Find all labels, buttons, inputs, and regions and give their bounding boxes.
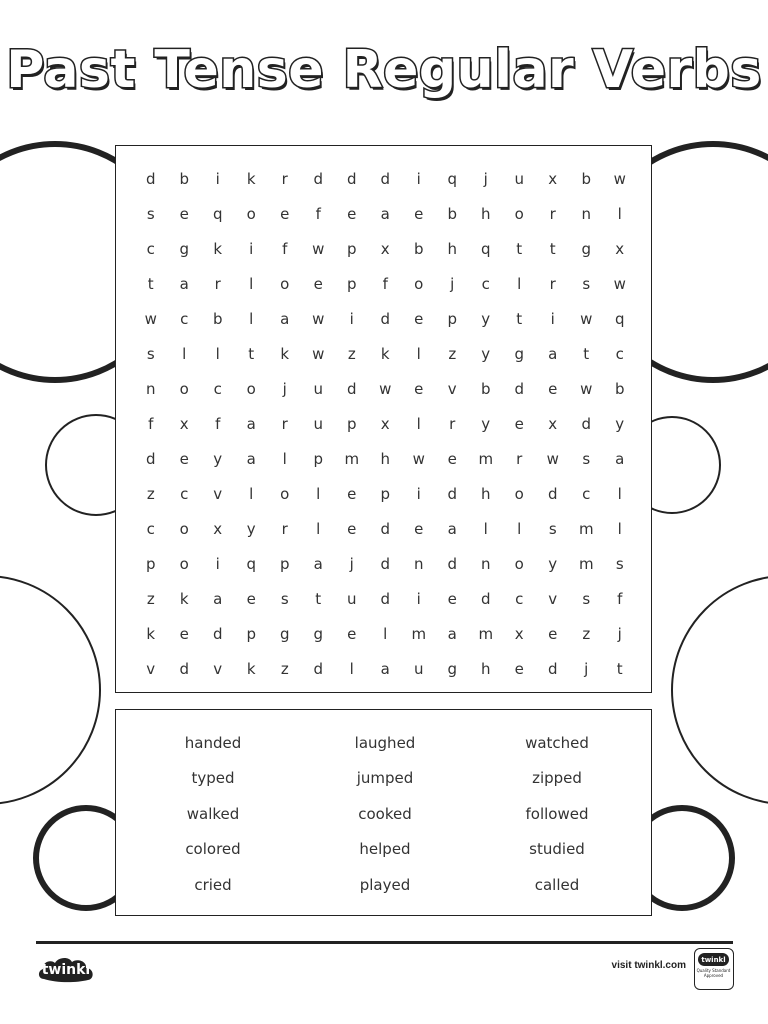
grid-letter[interactable]: a: [246, 449, 256, 468]
grid-letter[interactable]: p: [145, 554, 156, 573]
grid-letter[interactable]: l: [215, 344, 220, 363]
grid-letter[interactable]: t: [315, 589, 322, 608]
word-item: walked: [186, 804, 240, 823]
grid-letter[interactable]: n: [581, 204, 591, 223]
grid-letter[interactable]: r: [449, 414, 456, 433]
grid-letter[interactable]: b: [614, 379, 625, 398]
grid-letter[interactable]: h: [447, 239, 457, 258]
grid-letter[interactable]: a: [615, 449, 625, 468]
grid-letter[interactable]: l: [416, 344, 421, 363]
grid-letter[interactable]: p: [279, 554, 290, 573]
grid-letter[interactable]: d: [447, 554, 458, 573]
grid-letter[interactable]: z: [146, 589, 155, 608]
grid-letter[interactable]: h: [480, 659, 491, 678]
grid-letter[interactable]: x: [548, 414, 558, 433]
grid-letter[interactable]: x: [380, 414, 390, 433]
grid-letter[interactable]: c: [582, 484, 591, 503]
grid-letter[interactable]: b: [480, 379, 491, 398]
grid-letter[interactable]: z: [582, 624, 591, 643]
decor-circle-right-large: [672, 576, 768, 804]
grid-letter[interactable]: z: [280, 659, 289, 678]
word-item: played: [359, 875, 411, 894]
grid-letter[interactable]: o: [514, 554, 524, 573]
grid-letter[interactable]: s: [548, 519, 557, 538]
grid-letter[interactable]: a: [548, 344, 558, 363]
grid-letter[interactable]: d: [380, 309, 391, 328]
word-search-grid-box: [115, 145, 652, 693]
grid-letter[interactable]: e: [347, 624, 357, 643]
grid-letter[interactable]: s: [582, 449, 591, 468]
grid-letter[interactable]: w: [613, 274, 626, 293]
grid-letter[interactable]: q: [212, 204, 223, 223]
grid-letter[interactable]: s: [615, 554, 624, 573]
grid-letter[interactable]: c: [515, 589, 524, 608]
grid-letter[interactable]: e: [414, 204, 424, 223]
grid-letter[interactable]: p: [447, 309, 458, 328]
grid-letter[interactable]: a: [280, 309, 290, 328]
grid-letter[interactable]: e: [347, 204, 357, 223]
grid-letter[interactable]: i: [249, 239, 254, 258]
grid-letter[interactable]: v: [213, 659, 223, 678]
grid-letter[interactable]: i: [416, 484, 421, 503]
grid-letter[interactable]: g: [179, 239, 190, 258]
grid-letter[interactable]: x: [179, 414, 189, 433]
grid-letter[interactable]: z: [146, 484, 155, 503]
grid-letter[interactable]: e: [447, 449, 457, 468]
word-item: zipped: [532, 769, 582, 788]
word-item: cooked: [358, 804, 412, 823]
grid-letter[interactable]: e: [514, 659, 524, 678]
word-item: helped: [359, 840, 411, 859]
grid-letter[interactable]: n: [413, 554, 424, 573]
grid-letter[interactable]: e: [179, 449, 189, 468]
footer-divider: [36, 941, 733, 944]
grid-letter[interactable]: k: [246, 659, 256, 678]
grid-letter[interactable]: m: [478, 449, 494, 468]
grid-letter[interactable]: j: [483, 169, 488, 188]
grid-letter[interactable]: d: [514, 379, 525, 398]
grid-letter[interactable]: l: [383, 624, 388, 643]
decor-circle-left-large: [0, 576, 100, 804]
grid-letter[interactable]: z: [347, 344, 356, 363]
grid-letter[interactable]: d: [380, 519, 391, 538]
grid-letter[interactable]: t: [583, 344, 590, 363]
grid-letter[interactable]: o: [246, 204, 256, 223]
grid-letter[interactable]: t: [516, 239, 523, 258]
grid-letter[interactable]: d: [179, 659, 190, 678]
grid-letter[interactable]: y: [246, 519, 256, 538]
word-list: [127, 725, 643, 903]
grid-letter[interactable]: y: [615, 414, 625, 433]
word-item: handed: [184, 733, 242, 752]
grid-letter[interactable]: e: [347, 484, 357, 503]
grid-letter[interactable]: d: [380, 169, 391, 188]
grid-letter[interactable]: v: [146, 659, 156, 678]
grid-letter[interactable]: s: [146, 344, 155, 363]
grid-letter[interactable]: d: [447, 484, 458, 503]
grid-letter[interactable]: y: [481, 309, 491, 328]
grid-letter[interactable]: d: [145, 449, 156, 468]
grid-letter[interactable]: e: [179, 624, 189, 643]
grid-letter[interactable]: l: [249, 309, 254, 328]
grid-letter[interactable]: w: [580, 309, 593, 328]
grid-letter[interactable]: s: [280, 589, 289, 608]
grid-letter[interactable]: t: [516, 309, 523, 328]
grid-letter[interactable]: o: [179, 519, 189, 538]
grid-letter[interactable]: e: [548, 624, 558, 643]
word-list-box: [115, 709, 652, 916]
grid-letter[interactable]: a: [246, 414, 256, 433]
grid-letter[interactable]: e: [414, 519, 424, 538]
grid-letter[interactable]: h: [480, 204, 491, 223]
grid-letter[interactable]: x: [615, 239, 625, 258]
grid-letter[interactable]: m: [578, 554, 594, 573]
grid-letter[interactable]: d: [346, 379, 357, 398]
grid-letter[interactable]: o: [280, 484, 290, 503]
word-item: called: [534, 875, 580, 894]
grid-letter[interactable]: y: [481, 344, 491, 363]
visit-link[interactable]: visit twinkl.com: [611, 960, 686, 971]
grid-letter[interactable]: e: [414, 309, 424, 328]
grid-letter[interactable]: c: [481, 274, 490, 293]
grid-letter[interactable]: d: [212, 624, 223, 643]
grid-letter[interactable]: k: [246, 169, 256, 188]
grid-letter[interactable]: i: [550, 309, 555, 328]
grid-letter[interactable]: r: [281, 169, 288, 188]
grid-letter[interactable]: p: [346, 239, 357, 258]
grid-letter[interactable]: o: [179, 554, 189, 573]
grid-letter[interactable]: j: [282, 379, 287, 398]
grid-letter[interactable]: u: [346, 589, 357, 608]
grid-letter[interactable]: b: [581, 169, 592, 188]
grid-letter[interactable]: n: [145, 379, 156, 398]
grid-letter[interactable]: a: [447, 624, 457, 643]
grid-letter[interactable]: r: [281, 414, 288, 433]
page-title: Past Tense Regular Verbs: [6, 40, 762, 100]
grid-letter[interactable]: s: [582, 274, 591, 293]
grid-letter[interactable]: r: [214, 274, 221, 293]
grid-letter[interactable]: m: [478, 624, 494, 643]
grid-letter[interactable]: g: [279, 624, 290, 643]
grid-letter[interactable]: c: [213, 379, 222, 398]
grid-letter[interactable]: e: [246, 589, 256, 608]
grid-letter[interactable]: d: [581, 414, 592, 433]
grid-letter[interactable]: t: [549, 239, 556, 258]
grid-letter[interactable]: g: [313, 624, 324, 643]
grid-letter[interactable]: f: [617, 589, 623, 608]
grid-letter[interactable]: o: [414, 274, 424, 293]
grid-letter[interactable]: r: [549, 274, 556, 293]
grid-letter[interactable]: w: [546, 449, 559, 468]
grid-letter[interactable]: o: [280, 274, 290, 293]
grid-letter[interactable]: u: [413, 659, 424, 678]
grid-letter[interactable]: b: [212, 309, 223, 328]
grid-letter[interactable]: d: [380, 554, 391, 573]
grid-letter[interactable]: k: [380, 344, 390, 363]
grid-letter[interactable]: z: [448, 344, 457, 363]
grid-letter[interactable]: t: [616, 659, 623, 678]
grid-letter[interactable]: d: [547, 484, 558, 503]
grid-letter[interactable]: a: [213, 589, 223, 608]
grid-letter[interactable]: l: [282, 449, 287, 468]
grid-letter[interactable]: l: [517, 519, 522, 538]
grid-letter[interactable]: u: [514, 169, 524, 188]
grid-letter[interactable]: p: [313, 449, 324, 468]
grid-letter[interactable]: s: [582, 589, 591, 608]
grid-letter[interactable]: g: [581, 239, 592, 258]
grid-letter[interactable]: k: [146, 624, 156, 643]
badge-text: Quality Standard Approved: [696, 968, 731, 978]
grid-letter[interactable]: t: [147, 274, 154, 293]
grid-letter[interactable]: x: [548, 169, 558, 188]
grid-letter[interactable]: k: [280, 344, 290, 363]
word-item: cried: [194, 875, 232, 894]
grid-letter[interactable]: f: [215, 414, 221, 433]
grid-letter[interactable]: j: [584, 659, 589, 678]
grid-letter[interactable]: w: [144, 309, 157, 328]
grid-letter[interactable]: k: [213, 239, 223, 258]
grid-letter[interactable]: w: [613, 169, 626, 188]
grid-letter[interactable]: w: [312, 344, 325, 363]
grid-letter[interactable]: b: [413, 239, 424, 258]
grid-letter[interactable]: w: [580, 379, 593, 398]
grid-letter[interactable]: l: [249, 274, 254, 293]
grid-letter[interactable]: i: [416, 169, 421, 188]
grid-letter[interactable]: c: [180, 484, 189, 503]
grid-letter[interactable]: e: [280, 204, 290, 223]
grid-letter[interactable]: k: [179, 589, 189, 608]
grid-letter[interactable]: l: [182, 344, 187, 363]
grid-letter[interactable]: l: [617, 519, 622, 538]
grid-letter[interactable]: j: [617, 624, 622, 643]
grid-letter[interactable]: g: [447, 659, 458, 678]
grid-letter[interactable]: a: [313, 554, 323, 573]
letter-grid: [134, 161, 637, 686]
grid-letter[interactable]: c: [146, 519, 155, 538]
grid-letter[interactable]: b: [179, 169, 190, 188]
word-item: laughed: [354, 733, 416, 752]
grid-letter[interactable]: l: [617, 484, 622, 503]
grid-letter[interactable]: m: [578, 519, 594, 538]
grid-letter[interactable]: e: [548, 379, 558, 398]
grid-letter[interactable]: o: [246, 379, 256, 398]
grid-letter[interactable]: x: [380, 239, 390, 258]
quality-badge: [694, 948, 734, 990]
grid-letter[interactable]: s: [146, 204, 155, 223]
grid-letter[interactable]: t: [248, 344, 255, 363]
grid-letter[interactable]: p: [346, 274, 357, 293]
grid-letter[interactable]: r: [516, 449, 523, 468]
grid-letter[interactable]: w: [379, 379, 392, 398]
grid-letter[interactable]: d: [145, 169, 156, 188]
grid-letter[interactable]: f: [382, 274, 388, 293]
grid-letter[interactable]: u: [313, 414, 323, 433]
grid-letter[interactable]: e: [313, 274, 323, 293]
grid-letter[interactable]: x: [514, 624, 524, 643]
word-item: watched: [525, 733, 589, 752]
grid-letter[interactable]: l: [249, 484, 254, 503]
grid-letter[interactable]: q: [246, 554, 257, 573]
grid-letter[interactable]: h: [480, 484, 491, 503]
grid-letter[interactable]: l: [416, 414, 421, 433]
grid-letter[interactable]: y: [213, 449, 223, 468]
grid-letter[interactable]: b: [447, 204, 458, 223]
grid-letter[interactable]: d: [480, 589, 491, 608]
grid-letter[interactable]: q: [480, 239, 491, 258]
grid-letter[interactable]: d: [313, 659, 324, 678]
grid-letter[interactable]: v: [548, 589, 558, 608]
grid-letter[interactable]: v: [447, 379, 457, 398]
grid-letter[interactable]: f: [282, 239, 288, 258]
grid-letter[interactable]: g: [514, 344, 525, 363]
grid-letter[interactable]: p: [380, 484, 391, 503]
grid-letter[interactable]: a: [380, 204, 390, 223]
grid-letter[interactable]: w: [312, 239, 325, 258]
grid-letter[interactable]: d: [547, 659, 558, 678]
grid-letter[interactable]: f: [148, 414, 154, 433]
grid-letter[interactable]: n: [480, 554, 491, 573]
grid-letter[interactable]: w: [312, 309, 325, 328]
grid-letter[interactable]: d: [380, 589, 391, 608]
grid-letter[interactable]: c: [615, 344, 624, 363]
grid-letter[interactable]: u: [313, 379, 323, 398]
grid-letter[interactable]: l: [483, 519, 488, 538]
grid-letter[interactable]: p: [346, 414, 357, 433]
grid-letter[interactable]: c: [146, 239, 155, 258]
grid-letter[interactable]: p: [246, 624, 257, 643]
word-item: jumped: [356, 769, 414, 788]
grid-letter[interactable]: l: [517, 274, 522, 293]
grid-letter[interactable]: a: [380, 659, 390, 678]
grid-letter[interactable]: h: [380, 449, 390, 468]
grid-letter[interactable]: y: [481, 414, 491, 433]
grid-letter[interactable]: i: [416, 589, 421, 608]
grid-letter[interactable]: e: [347, 519, 357, 538]
grid-letter[interactable]: d: [346, 169, 357, 188]
grid-letter[interactable]: v: [213, 484, 223, 503]
word-item: typed: [191, 769, 235, 788]
badge-title: twinkl: [698, 953, 729, 966]
grid-letter[interactable]: d: [313, 169, 324, 188]
grid-letter[interactable]: c: [180, 309, 189, 328]
grid-letter[interactable]: q: [447, 169, 458, 188]
grid-letter[interactable]: e: [447, 589, 457, 608]
word-item: followed: [525, 804, 589, 823]
grid-letter[interactable]: o: [179, 379, 189, 398]
grid-letter[interactable]: a: [179, 274, 189, 293]
grid-letter[interactable]: l: [316, 484, 321, 503]
grid-letter[interactable]: l: [349, 659, 354, 678]
logo-text: twinkl: [41, 962, 91, 978]
grid-letter[interactable]: a: [447, 519, 457, 538]
grid-letter[interactable]: o: [514, 484, 524, 503]
grid-letter[interactable]: x: [213, 519, 223, 538]
grid-letter[interactable]: m: [411, 624, 427, 643]
grid-letter[interactable]: e: [179, 204, 189, 223]
grid-letter[interactable]: l: [316, 519, 321, 538]
grid-letter[interactable]: y: [548, 554, 558, 573]
grid-letter[interactable]: i: [349, 309, 354, 328]
grid-letter[interactable]: m: [344, 449, 360, 468]
grid-letter[interactable]: o: [514, 204, 524, 223]
grid-letter[interactable]: r: [281, 519, 288, 538]
word-item: colored: [185, 840, 241, 859]
grid-letter[interactable]: j: [450, 274, 455, 293]
grid-letter[interactable]: r: [549, 204, 556, 223]
grid-letter[interactable]: i: [215, 169, 220, 188]
grid-letter[interactable]: j: [349, 554, 354, 573]
grid-letter[interactable]: e: [514, 414, 524, 433]
grid-letter[interactable]: f: [315, 204, 321, 223]
twinkl-logo: [36, 953, 96, 987]
grid-letter[interactable]: w: [412, 449, 425, 468]
grid-letter[interactable]: i: [215, 554, 220, 573]
grid-letter[interactable]: q: [614, 309, 625, 328]
word-item: studied: [529, 840, 585, 859]
grid-letter[interactable]: l: [617, 204, 622, 223]
grid-letter[interactable]: e: [414, 379, 424, 398]
